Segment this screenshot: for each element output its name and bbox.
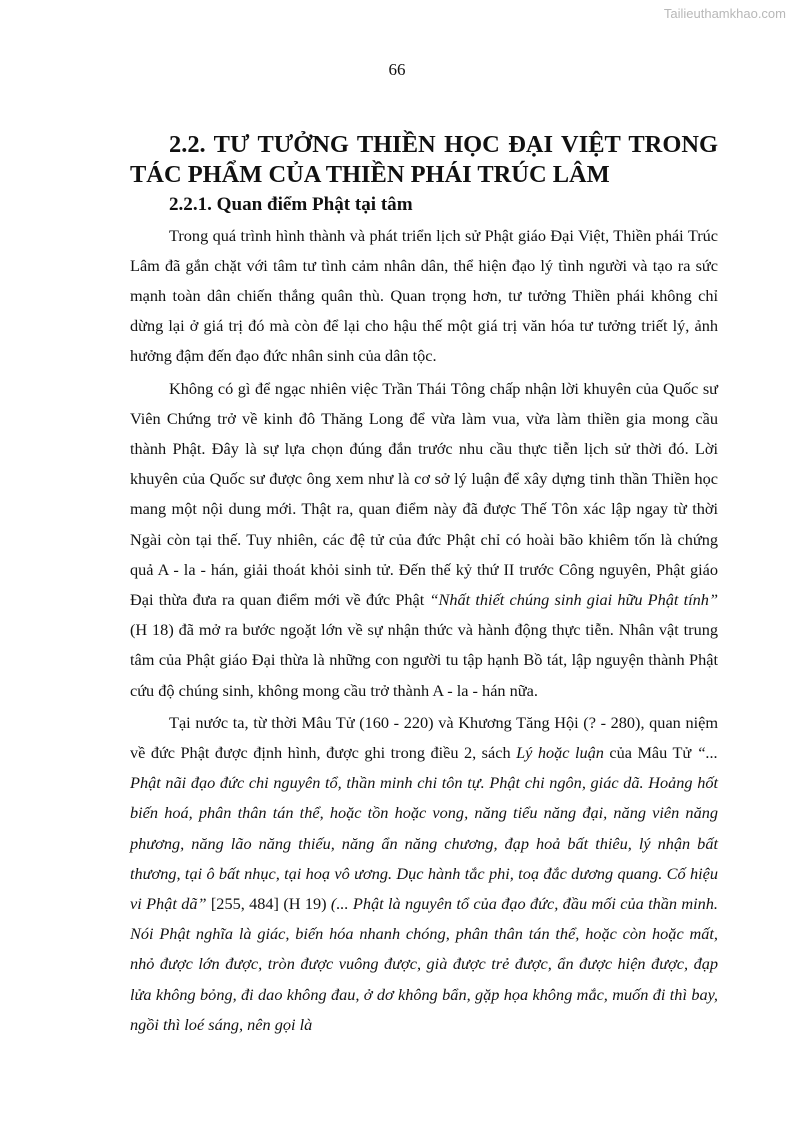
subsection-title: 2.2.1. Quan điểm Phật tại tâm: [169, 194, 413, 216]
paragraph-3-quote: “... Phật nãi đạo đức chi nguyên tổ, thần minh chi tôn tự. Phật chi ngôn, giác dã. Hoảng hốt biến hoá, phân thân tán thể, hoặc tồn hoặc vong, năng tiểu năng đại, năng viên năng phương, năng lão năng thiếu, năng ẩn năng chương, đạp hoả bất thiêu, lý nhận bất thương, tại ô bất nhục, tại hoạ vô ương. Dục hành tắc phi, toạ đắc dương quang. Cố hiệu vi Phật dã”: [130, 743, 718, 914]
section-title: 2.2. TƯ TƯỞNG THIỀN HỌC ĐẠI VIỆT TRONG TÁC PHẨM CỦA THIỀN PHÁI TRÚC LÂM: [130, 131, 718, 189]
paragraph-2-text-a: Không có gì để ngạc nhiên việc Trần Thái Tông chấp nhận lời khuyên của Quốc sư Viên Chứng trở về kinh đô Thăng Long để vừa làm vua, vừa làm thiền gia mong cầu thành Phật. Đây là sự lựa chọn đúng đắn trước nhu cầu thực tiễn lịch sử thời đó. Lời khuyên của Quốc sư được ông xem như là cơ sở lý luận để xây dựng tinh thần Thiền học mang một nội dung mới. Thật ra, quan điểm này đã được Thế Tôn xác lập ngay từ thời Ngài còn tại thế. Tuy nhiên, các đệ tử của đức Phật chỉ có hoài bão khiêm tốn là chứng quả A - la - hán, giải thoát khỏi sinh tử. Đến thế kỷ thứ II trước Công nguyên, Phật giáo Đại thừa đưa ra quan điểm mới về đức Phật: [130, 378, 718, 610]
watermark: Tailieuthamkhao.com: [663, 6, 786, 21]
paragraph-2: [130, 374, 718, 706]
paragraph-2-text-b: (H 18) đã mở ra bước ngoặt lớn về sự nhận thức và hành động thực tiễn. Nhân vật trung tâm của Phật giáo Đại thừa là những con người tu tập hạnh Bồ tát, lập nguyện thành Phật cứu độ chúng sinh, không mong cầu trở thành A - la - hán nữa.: [130, 620, 718, 700]
paragraph-2-quote: “Nhất thiết chúng sinh giai hữu Phật tính”: [429, 590, 718, 610]
paragraph-3-citation: [255, 484] (H 19): [206, 894, 331, 914]
paragraph-3-text-a: Tại nước ta, từ thời Mâu Tử (160 - 220) và Khương Tăng Hội (? - 280), quan niệm về đức Phật được định hình, được ghi trong điều 2, sách: [130, 712, 718, 763]
document-body: [130, 130, 718, 1042]
paragraph-3-text-b: của Mâu Tử: [603, 743, 697, 763]
page-number: 66: [388, 60, 406, 79]
paragraph-3: [130, 708, 718, 1040]
paragraph-3-translation: (... Phật là nguyên tổ của đạo đức, đầu mối của thần minh. Nói Phật nghĩa là giác, biến hóa nhanh chóng, phân thân tán thể, hoặc còn hoặc mất, nhỏ được lớn được, tròn được vuông được, già được trẻ được, ẩn được hiện được, đạp lửa không bỏng, đi dao không đau, ở dơ không bẩn, gặp họa không mắc, muốn đi thì bay, ngồi thì loé sáng, nên gọi là: [130, 894, 718, 1034]
paragraph-1: Trong quá trình hình thành và phát triển lịch sử Phật giáo Đại Việt, Thiền phái Trúc Lâm đã gắn chặt với tâm tư tình cảm nhân dân, thể hiện đạo lý tình người và tạo ra sức mạnh toàn dân chiến thắng quân thù. Quan trọng hơn, tư tưởng Thiền phái không chỉ dừng lại ở giá trị đó mà còn để lại cho hậu thế một giá trị văn hóa tư tưởng triết lý, ảnh hưởng đậm đến đạo đức nhân sinh của dân tộc.: [130, 225, 718, 366]
paragraph-3-book-title: Lý hoặc luận: [516, 743, 604, 763]
